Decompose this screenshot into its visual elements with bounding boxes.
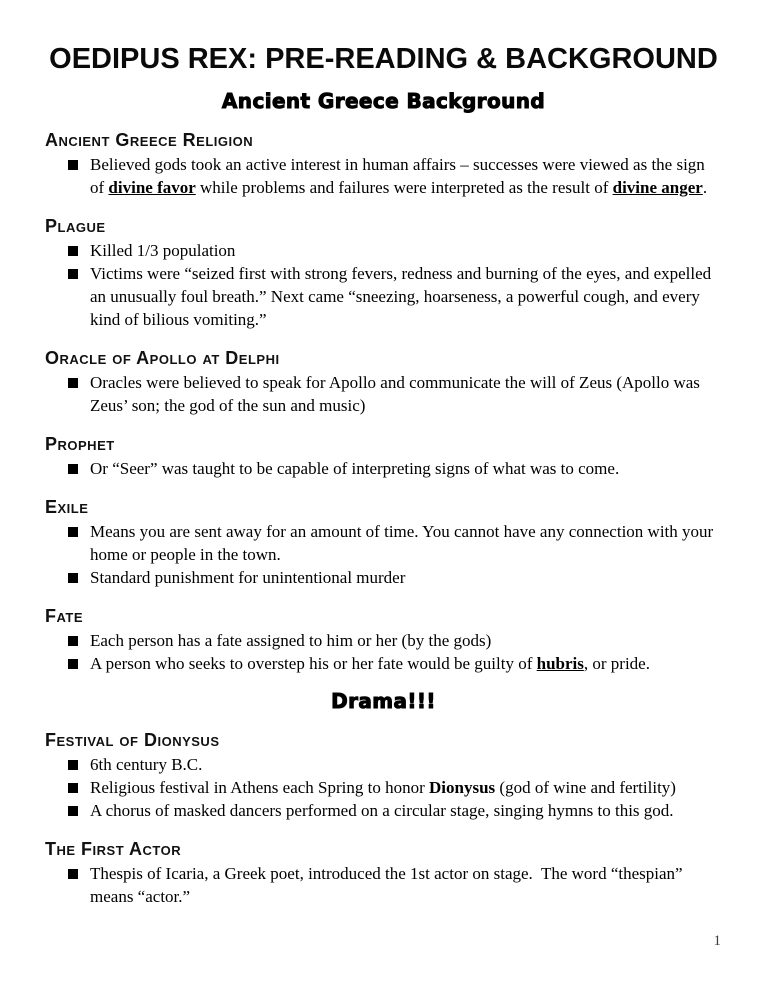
bullet-list	[45, 753, 722, 822]
section	[45, 130, 722, 199]
list-item	[45, 371, 722, 417]
list-item	[45, 776, 722, 799]
text-segment: Oracles were believed to speak for Apollo and communicate the will of Zeus (Apollo was Zeus’ son; the god of the sun and music)	[90, 373, 705, 415]
text-segment: Killed 1/3 population	[90, 241, 236, 260]
text-segment: hubris	[536, 654, 584, 673]
text-segment: Victims were “seized first with strong fevers, redness and burning of the eyes, and expelled an unusually foul breath.” Next came “sneezing, hoarseness, a powerful cough, and every kind of bilious vomiting.”	[90, 264, 716, 329]
text-segment: A chorus of masked dancers performed on a circular stage, singing hymns to this god.	[90, 801, 674, 820]
page-number: 1	[713, 933, 721, 949]
text-segment: Means you are sent away for an amount of time. You cannot have any connection with your home or people in the town.	[90, 522, 718, 564]
section	[45, 730, 722, 822]
section-heading: Fate	[45, 606, 84, 626]
text-segment: Or “Seer” was taught to be capable of interpreting signs of what was to come.	[90, 459, 620, 478]
bullet-text	[90, 801, 674, 820]
bullet-square-icon	[68, 760, 78, 770]
list-item	[45, 862, 722, 908]
list-item	[45, 799, 722, 822]
bullet-list	[45, 239, 722, 331]
bullet-text	[90, 568, 405, 587]
text-segment: Dionysus	[429, 778, 496, 797]
text-segment: .	[702, 178, 708, 197]
list-item	[45, 566, 722, 589]
text-segment: Thespis of Icaria, a Greek poet, introduced the 1st actor on stage. The word “thespian” means “actor.”	[90, 864, 687, 906]
bullet-square-icon	[68, 160, 78, 170]
list-item	[45, 153, 722, 199]
section-heading: Ancient Greece Religion	[45, 130, 254, 150]
bullet-text	[90, 459, 619, 478]
bullet-square-icon	[68, 527, 78, 537]
text-segment: Each person has a fate assigned to him or her (by the gods)	[90, 631, 492, 650]
section	[45, 839, 722, 908]
bullet-text	[90, 373, 704, 415]
bullet-square-icon	[68, 246, 78, 256]
list-item	[45, 262, 722, 331]
section-heading: Exile	[45, 497, 89, 517]
text-segment: divine anger	[612, 178, 703, 197]
bullet-square-icon	[68, 783, 78, 793]
bullet-text	[90, 755, 202, 774]
bullet-text	[90, 155, 709, 197]
bullet-square-icon	[68, 464, 78, 474]
bullet-text	[90, 241, 235, 260]
section	[45, 216, 722, 331]
bullet-list	[45, 371, 722, 417]
text-segment: while problems and failures were interpreted as the result of	[195, 178, 613, 197]
section-heading: Festival of Dionysus	[45, 730, 220, 750]
page-title: OEDIPUS REX: PRE-READING & BACKGROUND	[49, 43, 718, 75]
text-segment: 6th century B.C.	[90, 755, 203, 774]
section	[45, 497, 722, 589]
bullet-list	[45, 862, 722, 908]
bullet-text	[90, 654, 650, 673]
bullet-list	[45, 153, 722, 199]
text-segment: A person who seeks to overstep his or her fate would be guilty of	[90, 654, 537, 673]
list-item	[45, 652, 722, 675]
text-segment: divine favor	[108, 178, 196, 197]
bullet-list	[45, 520, 722, 589]
text-segment: Believed gods took an active interest in human affairs – successes were viewed as the sign of	[90, 155, 710, 197]
bullet-square-icon	[68, 659, 78, 669]
list-item	[45, 239, 722, 262]
bullet-square-icon	[68, 806, 78, 816]
bullet-square-icon	[68, 269, 78, 279]
sections-container	[45, 130, 722, 908]
bullet-square-icon	[68, 573, 78, 583]
section-heading: Oracle of Apollo at Delphi	[45, 348, 280, 368]
list-item	[45, 753, 722, 776]
banner-heading: Drama!!!	[331, 689, 436, 713]
page-subtitle: Ancient Greece Background	[221, 89, 546, 113]
section	[45, 434, 722, 480]
bullet-square-icon	[68, 378, 78, 388]
section-heading: Plague	[45, 216, 106, 236]
bullet-list	[45, 629, 722, 675]
text-segment: Religious festival in Athens each Spring to honor	[90, 778, 430, 797]
section	[45, 606, 722, 675]
bullet-text	[90, 778, 676, 797]
list-item	[45, 520, 722, 566]
bullet-square-icon	[68, 636, 78, 646]
bullet-text	[90, 264, 715, 329]
list-item	[45, 457, 722, 480]
bullet-text	[90, 631, 491, 650]
bullet-text	[90, 864, 687, 906]
section	[45, 348, 722, 417]
bullet-list	[45, 457, 722, 480]
section-heading: Prophet	[45, 434, 115, 454]
bullet-square-icon	[68, 869, 78, 879]
text-segment: Standard punishment for unintentional murder	[90, 568, 406, 587]
text-segment: , or pride.	[583, 654, 650, 673]
text-segment: (god of wine and fertility)	[495, 778, 676, 797]
list-item	[45, 629, 722, 652]
section-heading: The First Actor	[45, 839, 182, 859]
bullet-text	[90, 522, 717, 564]
